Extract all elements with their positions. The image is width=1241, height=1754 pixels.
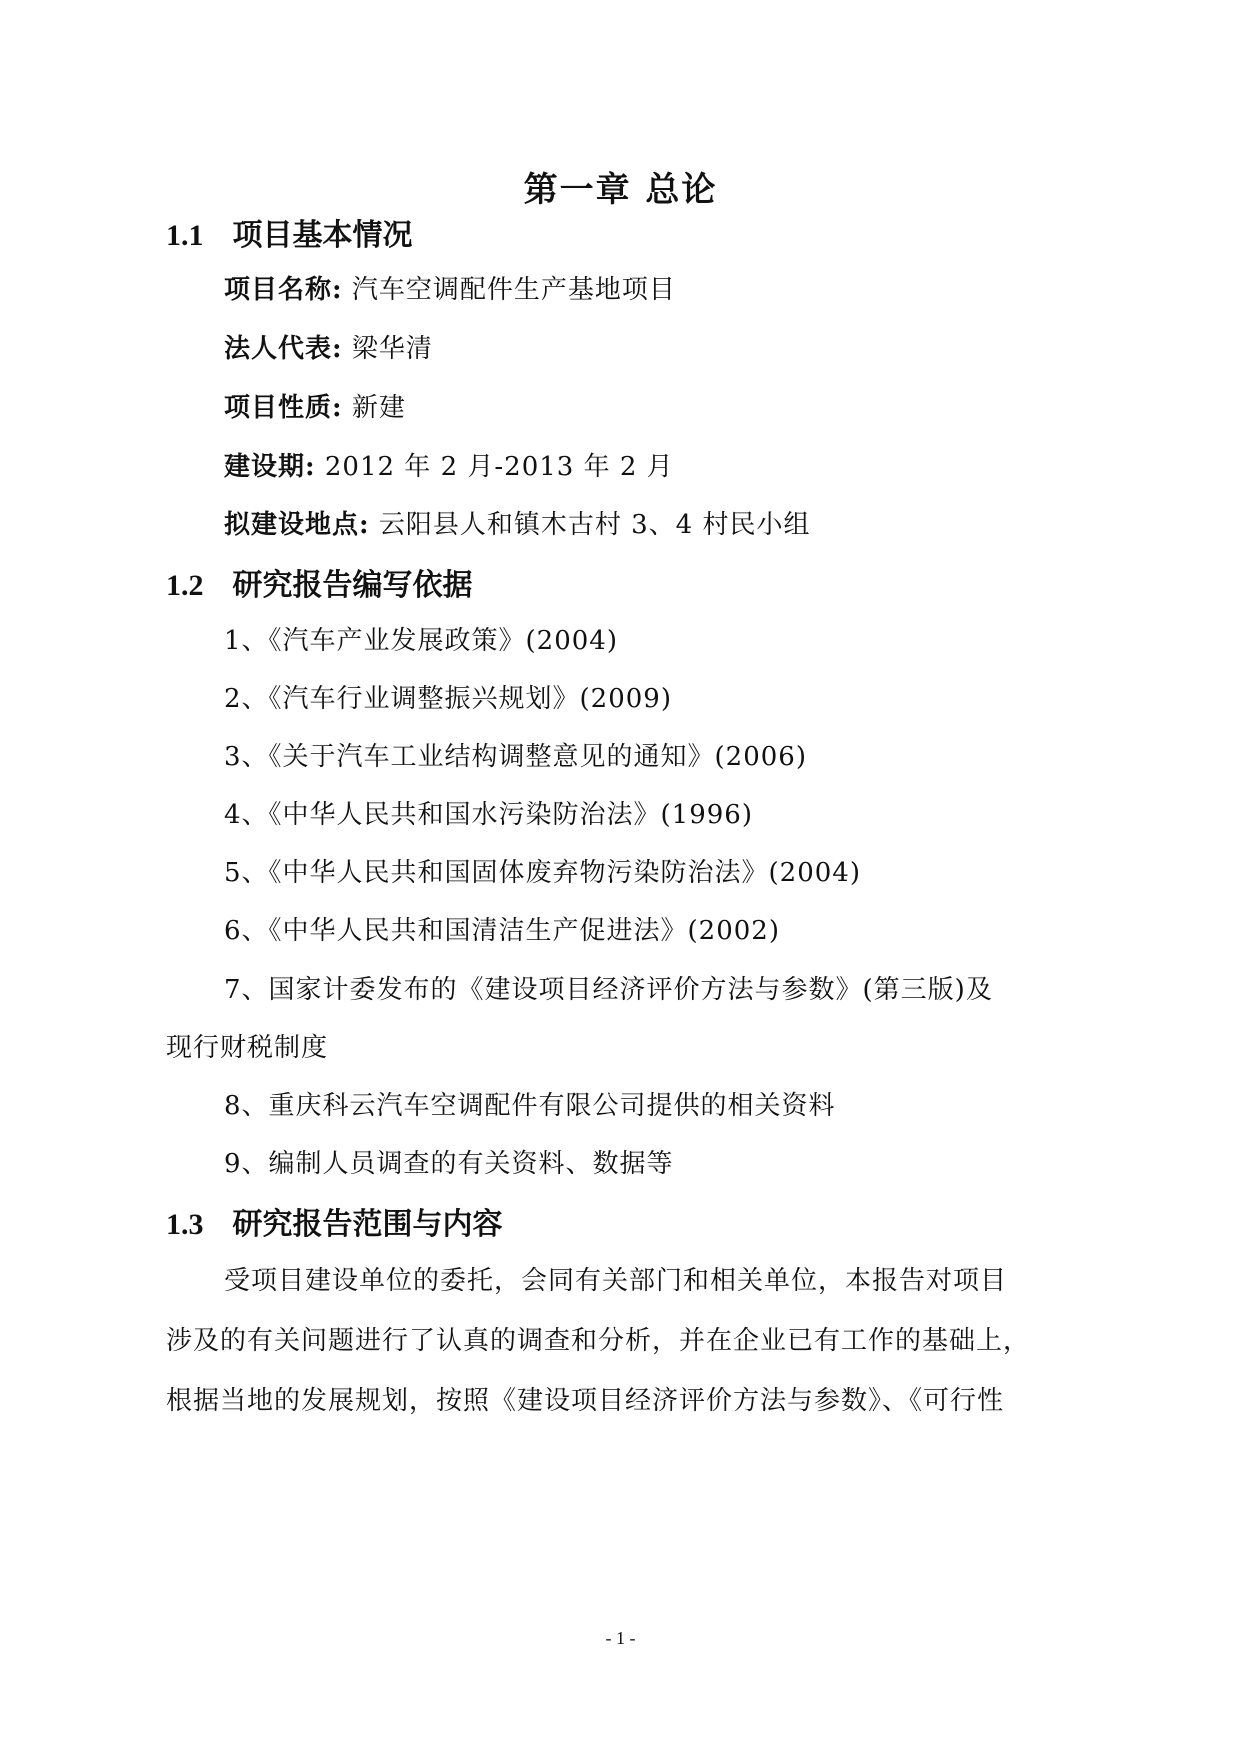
chapter-title: 第一章 总论 [523, 170, 718, 210]
basis-item-8: 8、重庆科云汽车空调配件有限公司提供的相关资料 [224, 1091, 836, 1121]
field-label: 法人代表: [224, 334, 343, 364]
section-title: 项目基本情况 [232, 218, 413, 253]
section-number: 1.1 [166, 219, 204, 252]
section-title: 研究报告编写依据 [232, 568, 473, 603]
field-construction-period [224, 446, 674, 483]
section-heading-1-1 [166, 210, 412, 254]
field-project-nature [224, 387, 406, 424]
field-value: 2012 年 2 月-2013 年 2 月 [324, 452, 674, 482]
field-construction-site [224, 504, 811, 541]
field-value: 云阳县人和镇木古村 3、4 村民小组 [378, 510, 811, 540]
field-value: 新建 [351, 393, 406, 423]
basis-item-5: 5、《中华人民共和国固体废弃物污染防治法》(2004) [224, 858, 861, 888]
field-label: 项目名称: [224, 275, 343, 305]
field-label: 拟建设地点: [224, 510, 370, 540]
section-title: 研究报告范围与内容 [232, 1207, 503, 1242]
field-value: 汽车空调配件生产基地项目 [351, 275, 676, 305]
field-label: 建设期: [224, 452, 316, 482]
section-heading-1-2 [166, 560, 472, 604]
field-legal-representative [224, 328, 433, 365]
basis-item-7-continued: 现行财税制度 [166, 1033, 329, 1063]
basis-item-9: 9、编制人员调查的有关资料、数据等 [224, 1149, 674, 1179]
scope-paragraph-line-3: 根据当地的发展规划，按照《建设项目经济评价方法与参数》、《可行性 [166, 1386, 1005, 1416]
section-number: 1.2 [166, 569, 204, 602]
basis-item-7: 7、国家计委发布的《建设项目经济评价方法与参数》(第三版)及 [224, 975, 993, 1005]
section-number: 1.3 [166, 1208, 204, 1241]
scope-paragraph-line-1: 受项目建设单位的委托，会同有关部门和相关单位，本报告对项目 [224, 1266, 1008, 1296]
section-heading-1-3 [166, 1199, 502, 1243]
field-project-name [224, 269, 676, 306]
basis-item-6: 6、《中华人民共和国清洁生产促进法》(2002) [224, 916, 780, 946]
field-label: 项目性质: [224, 393, 343, 423]
basis-item-2: 2、《汽车行业调整振兴规划》(2009) [224, 684, 672, 714]
scope-paragraph-line-2: 涉及的有关问题进行了认真的调查和分析，并在企业已有工作的基础上， [166, 1326, 1031, 1356]
basis-item-4: 4、《中华人民共和国水污染防治法》(1996) [224, 800, 753, 830]
basis-item-3: 3、《关于汽车工业结构调整意见的通知》(2006) [224, 742, 807, 772]
page-number: - 1 - [605, 1628, 636, 1648]
basis-item-1: 1、《汽车产业发展政策》(2004) [224, 626, 618, 656]
field-value: 梁华清 [351, 334, 433, 364]
